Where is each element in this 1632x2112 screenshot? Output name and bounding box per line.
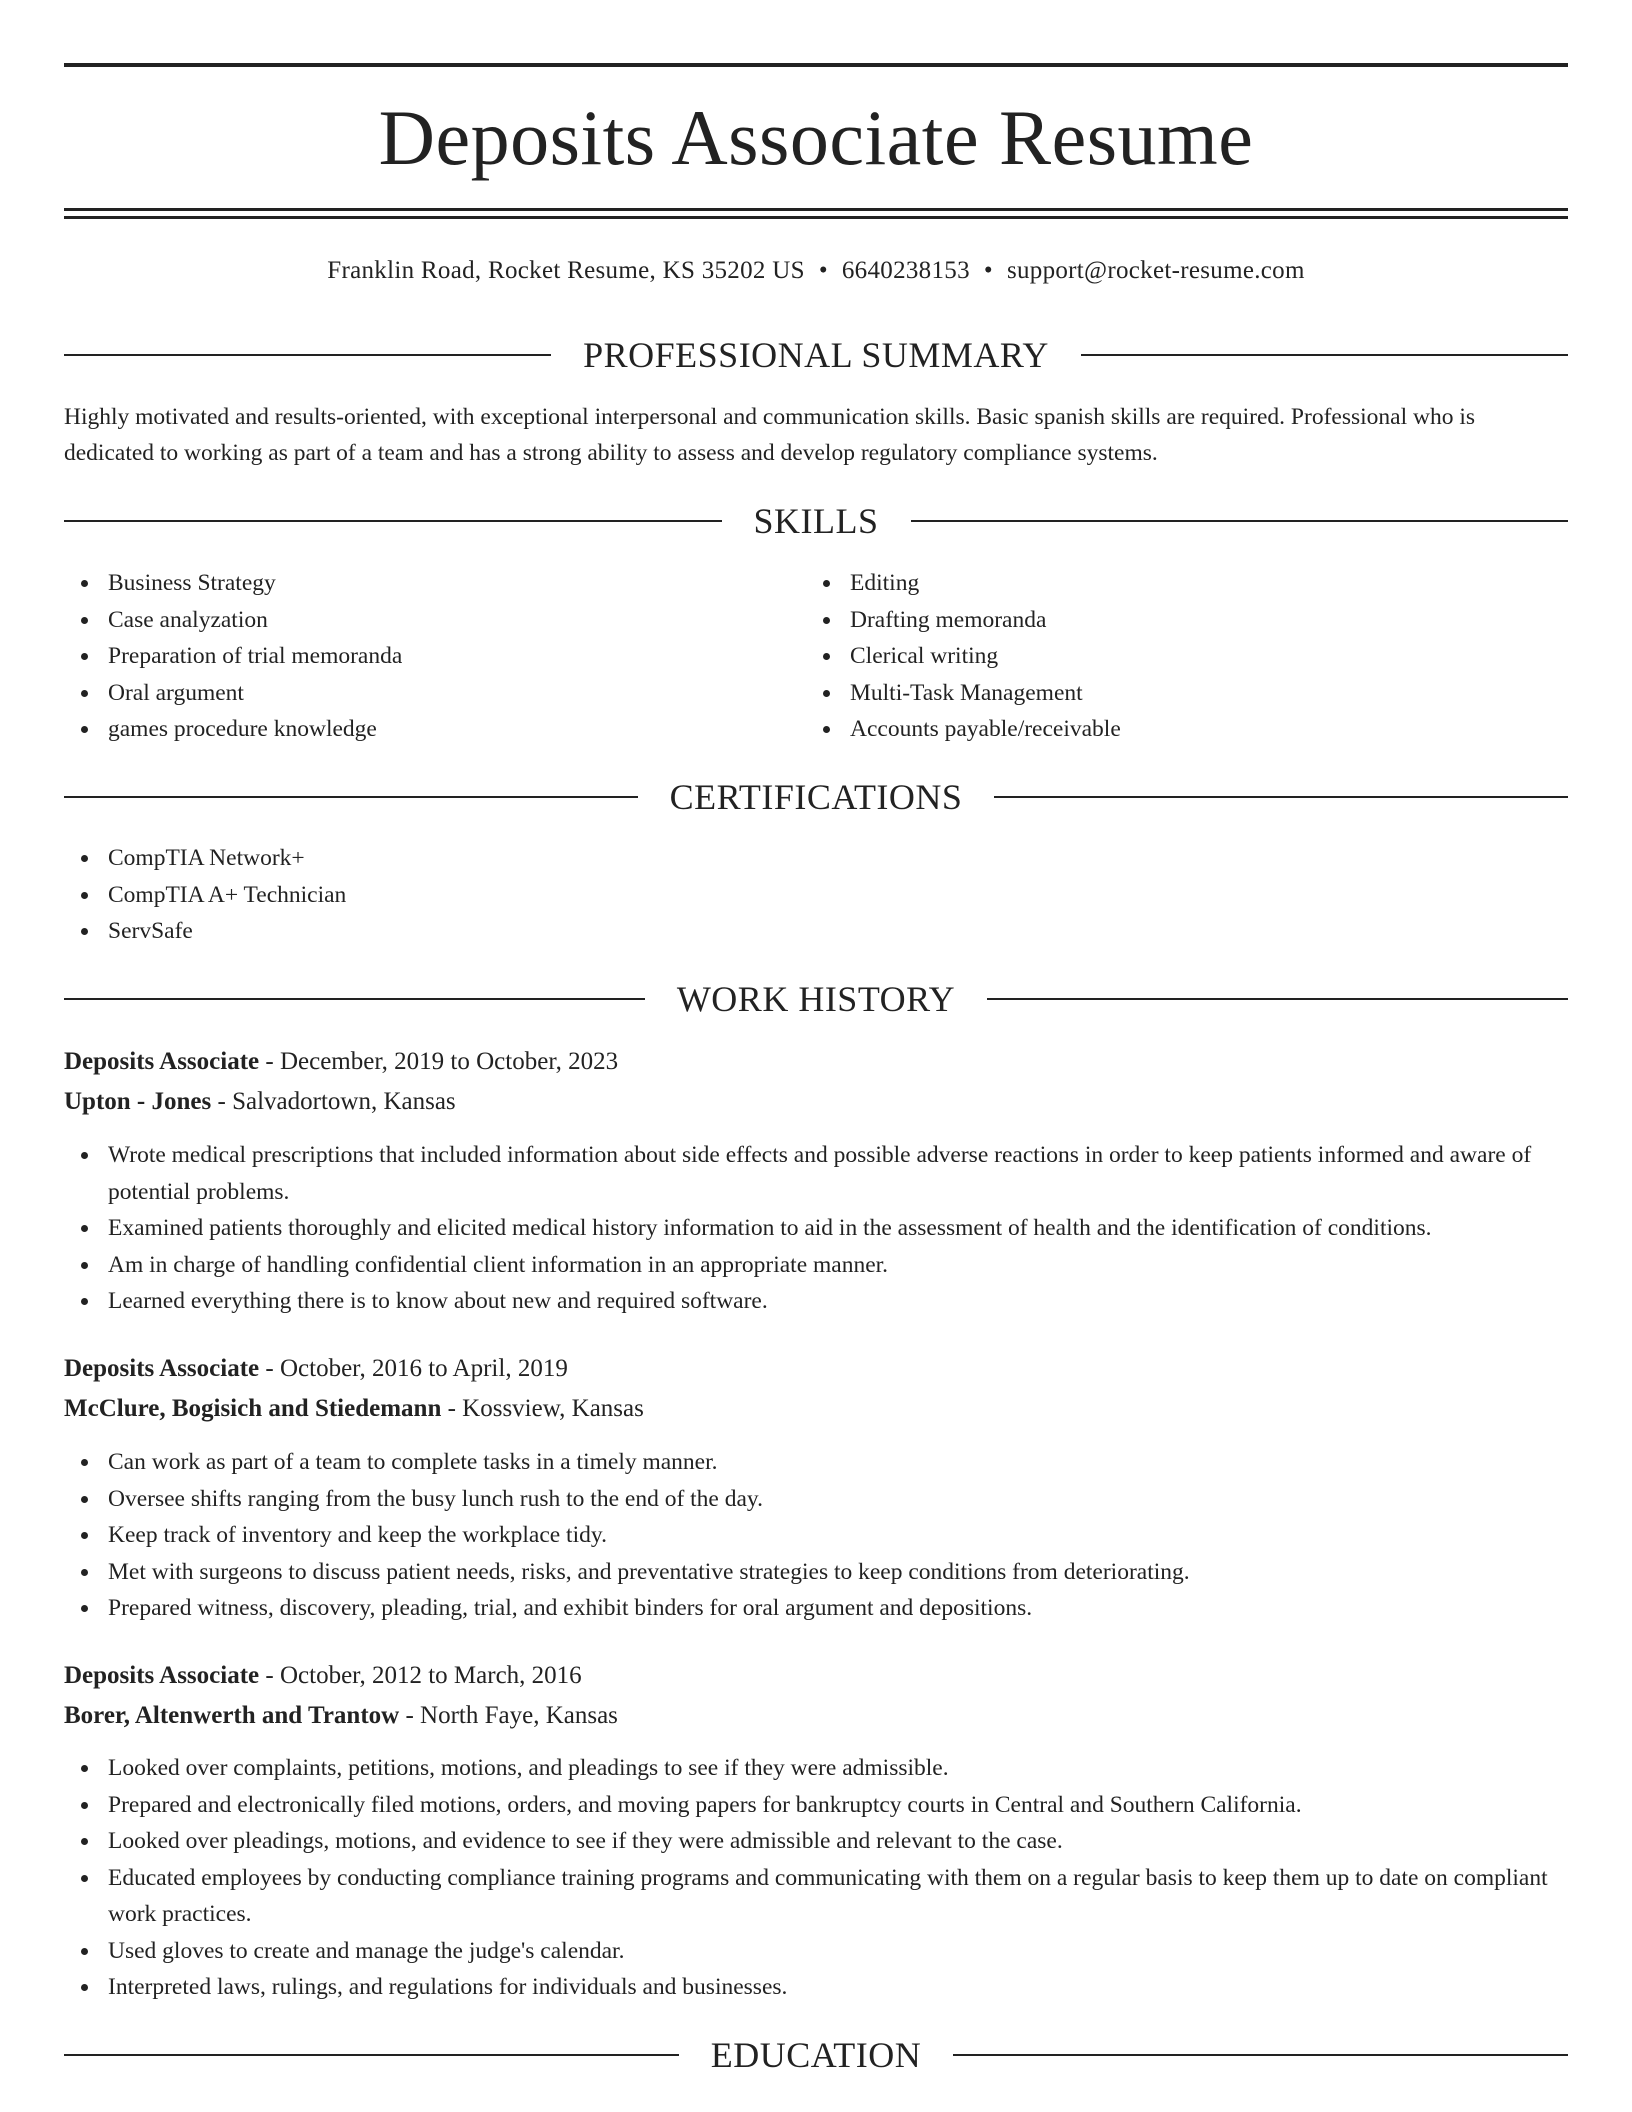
title-rule-lower [64,216,1568,219]
job-duty: Interpreted laws, rulings, and regulations for individuals and businesses. [64,1969,1568,2006]
skill-item: Oral argument [64,675,804,712]
job-company-line: McClure, Bogisich and Stiedemann - Kossview, Kansas [64,1395,644,1422]
job-duty: Educated employees by conducting compliance training programs and communicating with them on a regular basis to keep them up to date on compliant work practices. [64,1860,1568,1933]
skill-item: Case analyzation [64,602,804,639]
job-duty: Looked over complaints, petitions, motions, and pleadings to see if they were admissible. [64,1750,1568,1787]
heading-rule [64,520,722,522]
section-heading-skills [64,499,1568,543]
skill-item: Preparation of trial memoranda [64,638,804,675]
section-title: EDUCATION [710,2035,922,2075]
job-company-line: Borer, Altenwerth and Trantow - North Faye, Kansas [64,1702,618,1729]
contact-address: Franklin Road, Rocket Resume, KS 35202 US [327,257,805,284]
skill-item: Editing [806,565,1546,602]
job-duty: Prepared and electronically filed motions, orders, and moving papers for bankruptcy courts in Central and Southern California. [64,1787,1568,1824]
job-title: Deposits Associate [64,1355,260,1382]
job-dates: October, 2012 to March, 2016 [279,1662,582,1689]
section-title: PROFESSIONAL SUMMARY [583,335,1049,375]
job-duties-list [64,1750,1568,2006]
job-duty: Oversee shifts ranging from the busy lunch rush to the end of the day. [64,1481,1568,1518]
certification-item: CompTIA Network+ [64,840,1568,877]
heading-rule [953,2054,1568,2056]
section-title: CERTIFICATIONS [669,777,963,817]
section-heading-summary [64,333,1568,377]
job-title-line: Deposits Associate - December, 2019 to October, 2023 [64,1048,619,1075]
job-company-line: Upton - Jones - Salvadortown, Kansas [64,1088,456,1115]
section-title: SKILLS [753,501,879,541]
certification-item: ServSafe [64,913,1568,950]
job-company: Borer, Altenwerth and Trantow [64,1702,400,1729]
job-duty: Can work as part of a team to complete tasks in a timely manner. [64,1444,1568,1481]
job-location: Salvadortown, Kansas [232,1088,456,1115]
job-title-line: Deposits Associate - October, 2016 to April, 2019 [64,1355,568,1382]
job-title: Deposits Associate [64,1048,260,1075]
page-title: Deposits Associate Resume [378,94,1254,181]
job-location: Kossview, Kansas [462,1395,644,1422]
job-duty: Met with surgeons to discuss patient needs, risks, and preventative strategies to keep conditions from deteriorating. [64,1554,1568,1591]
skill-item: Multi-Task Management [806,675,1546,712]
job-location: North Faye, Kansas [420,1702,618,1729]
job-company: McClure, Bogisich and Stiedemann [64,1395,442,1422]
skill-item: Accounts payable/receivable [806,711,1546,748]
heading-rule [64,354,551,356]
certification-item: CompTIA A+ Technician [64,877,1568,914]
job-duty: Learned everything there is to know about new and required software. [64,1283,1568,1320]
job-duty: Used gloves to create and manage the judge's calendar. [64,1933,1568,1970]
skill-item: Drafting memoranda [806,602,1546,639]
job-duty: Prepared witness, discovery, pleading, trial, and exhibit binders for oral argument and depositions. [64,1590,1568,1627]
job-title-line: Deposits Associate - October, 2012 to March, 2016 [64,1662,582,1689]
heading-rule [64,796,638,798]
section-heading-certifications [64,775,1568,819]
job-duty: Looked over pleadings, motions, and evidence to see if they were admissible and relevant to the case. [64,1823,1568,1860]
job-duty: Keep track of inventory and keep the workplace tidy. [64,1517,1568,1554]
contact-phone: 6640238153 [841,257,970,284]
contact-email: support@rocket-resume.com [1006,257,1305,284]
skills-list-left [64,565,804,748]
job-duties-list [64,1444,1568,1627]
section-heading-work-history [64,977,1568,1021]
job-dates: December, 2019 to October, 2023 [279,1048,619,1075]
job-dates: October, 2016 to April, 2019 [279,1355,568,1382]
heading-rule [994,796,1568,798]
job-duty: Examined patients thoroughly and elicited medical history information to aid in the assessment of health and the identification of conditions. [64,1210,1568,1247]
heading-rule [911,520,1569,522]
contact-separator: • [818,257,828,284]
contact-separator: • [983,257,993,284]
heading-rule [64,2054,679,2056]
skill-item: games procedure knowledge [64,711,804,748]
heading-rule [1081,354,1568,356]
contact-line [64,254,1568,288]
section-title: WORK HISTORY [676,979,956,1019]
skills-list-right [806,565,1546,748]
title-rule-upper [64,208,1568,211]
job-duty: Wrote medical prescriptions that included information about side effects and possible adverse reactions in order to keep patients informed and aware of potential problems. [64,1137,1568,1210]
job-duty: Am in charge of handling confidential client information in an appropriate manner. [64,1247,1568,1284]
job-duties-list [64,1137,1568,1320]
certifications-list [64,840,1568,950]
job-title: Deposits Associate [64,1662,260,1689]
summary-text: Highly motivated and results-oriented, with exceptional interpersonal and communication skills. Basic spanish skills are required. Professional who is dedicated to working as part of a team and has a strong ability to assess and develop regulatory compliance systems. [64,404,1476,466]
job-company: Upton - Jones [64,1088,212,1115]
section-heading-education [64,2033,1568,2077]
heading-rule [987,998,1568,1000]
top-rule [64,63,1568,67]
skill-item: Business Strategy [64,565,804,602]
heading-rule [64,998,645,1000]
skill-item: Clerical writing [806,638,1546,675]
